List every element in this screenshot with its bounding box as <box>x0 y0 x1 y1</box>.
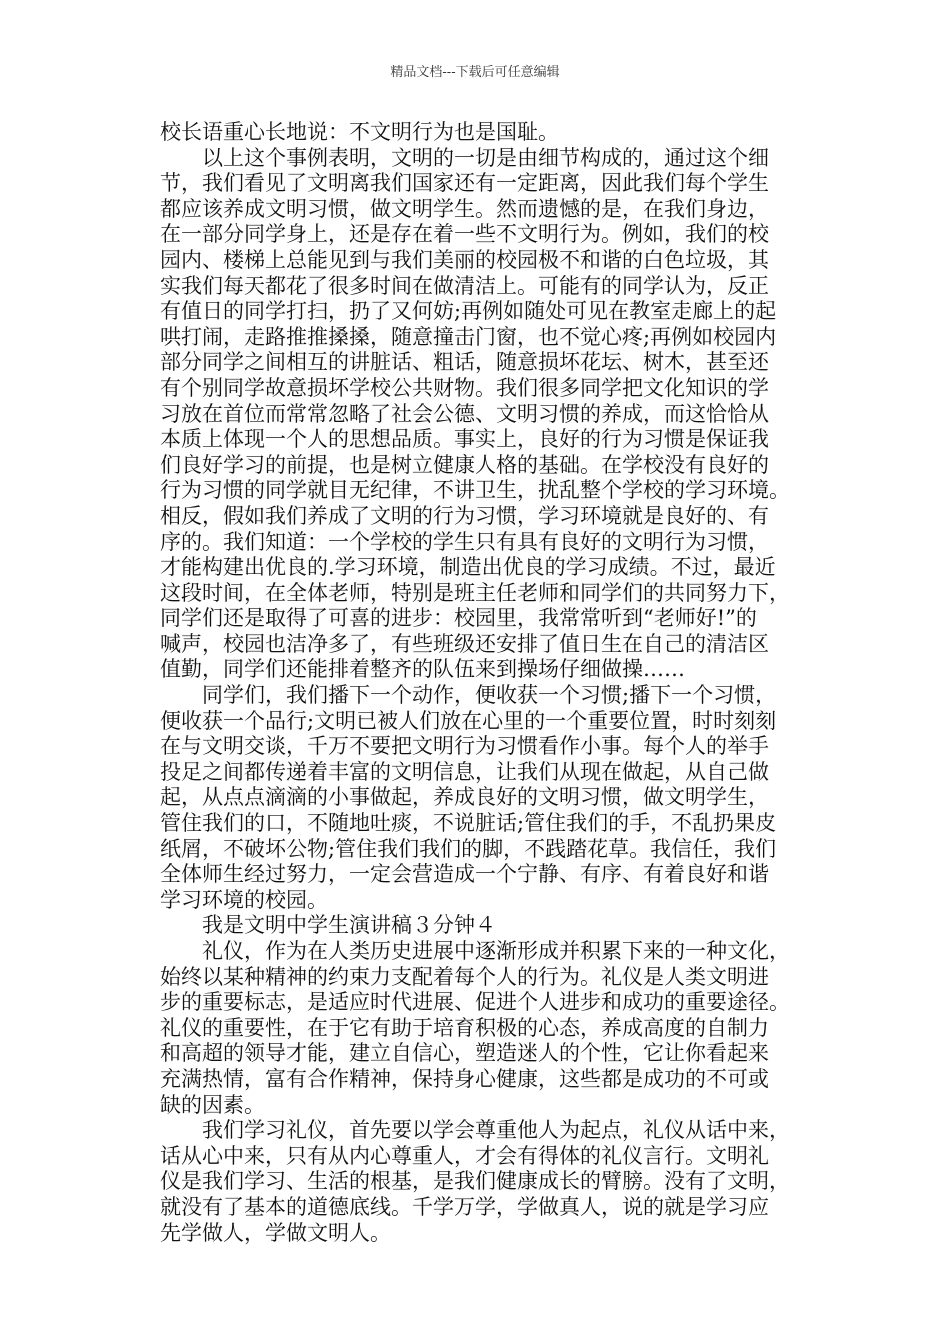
text-line: 在与文明交谈，千万不要把文明行为习惯看作小事。每个人的举手 <box>160 734 769 759</box>
section-heading: 我是文明中学生演讲稿３分钟４ <box>202 913 496 938</box>
text-line: 行为习惯的同学就目无纪律，不讲卫生，扰乱整个学校的学习环境。 <box>160 478 790 503</box>
page-header: 精品文档---下载后可任意编辑 <box>390 65 560 80</box>
text-line: 部分同学之间相互的讲脏话、粗话，随意损坏花坛、树木，甚至还 <box>160 350 769 375</box>
text-line: 话从心中来，只有从内心尊重人，才会有得体的礼仪言行。文明礼 <box>160 1143 769 1168</box>
text-line: 有个别同学故意损坏学校公共财物。我们很多同学把文化知识的学 <box>160 375 769 400</box>
text-line: 们良好学习的前提，也是树立健康人格的基础。在学校没有良好的 <box>160 452 769 477</box>
text-line: 和高超的领导才能，建立自信心，塑造迷人的个性，它让你看起来 <box>160 1041 769 1066</box>
text-line: 纸屑，不破坏公物;管住我们我们的脚，不践踏花草。我信任，我们 <box>160 836 777 861</box>
paragraph-start-line: 礼仪，作为在人类历史进展中逐渐形成并积累下来的一种文化， <box>202 939 790 963</box>
text-line: 节，我们看见了文明离我们国家还有一定距离，因此我们每个学生 <box>160 171 769 196</box>
text-line: 才能构建出优良的.学习环境，制造出优良的学习成绩。不过，最近 <box>160 555 776 580</box>
text-line: 有值日的同学打扫，扔了又何妨;再例如随处可见在教室走廊上的起 <box>160 299 777 324</box>
text-line: 投足之间都传递着丰富的文明信息，让我们从现在做起，从自己做 <box>160 759 769 784</box>
text-line: 礼仪的重要性，在于它有助于培育积极的心态，养成高度的自制力 <box>160 1015 769 1040</box>
text-line: 同学们还是取得了可喜的进步：校园里，我常常听到“老师好!”的 <box>160 606 757 631</box>
paragraph-start-line: 我们学习礼仪，首先要以学会尊重他人为起点，礼仪从话中来， <box>202 1118 790 1143</box>
text-line: 学习环境的校园。 <box>160 887 328 912</box>
text-line: 便收获一个品行;文明已被人们放在心里的一个重要位置，时时刻刻 <box>160 708 777 733</box>
paragraph-start-line: 同学们，我们播下一个动作，便收获一个习惯;播下一个习惯， <box>202 683 777 708</box>
text-line: 管住我们的口，不随地吐痰，不说脏话;管住我们的手，不乱扔果皮 <box>160 811 777 836</box>
text-line: 实我们每天都花了很多时间在做清洁上。可能有的同学认为，反正 <box>160 273 769 298</box>
paragraph-start-line: 以上这个事例表明，文明的一切是由细节构成的，通过这个细 <box>202 145 769 170</box>
document-body <box>160 120 832 1246</box>
text-line: 这段时间，在全体老师，特别是班主任老师和同学们的共同努力下， <box>160 580 790 605</box>
text-line: 就没有了基本的道德底线。千学万学，学做真人，说的就是学习应 <box>160 1194 769 1219</box>
text-line: 先学做人，学做文明人。 <box>160 1220 391 1245</box>
text-line: 步的重要标志，是适应时代进展、促进个人进步和成功的重要途径。 <box>160 990 790 1015</box>
text-line: 园内、楼梯上总能见到与我们美丽的校园极不和谐的白色垃圾，其 <box>160 247 769 272</box>
text-line: 仪是我们学习、生活的根基，是我们健康成长的臂膀。没有了文明， <box>160 1169 790 1194</box>
text-line: 哄打闹，走路推推搡搡，随意撞击门窗，也不觉心疼;再例如校园内 <box>160 324 777 349</box>
text-line: 全体师生经过努力，一定会营造成一个宁静、有序、有着良好和谐 <box>160 862 769 887</box>
text-line: 始终以某种精神的约束力支配着每个人的行为。礼仪是人类文明进 <box>160 964 769 989</box>
text-line: 起，从点点滴滴的小事做起，养成良好的文明习惯，做文明学生， <box>160 785 769 810</box>
text-line: 都应该养成文明习惯，做文明学生。然而遗憾的是，在我们身边， <box>160 196 769 221</box>
text-line: 在一部分同学身上，还是存在着一些不文明行为。例如，我们的校 <box>160 222 769 247</box>
text-line: 值勤，同学们还能排着整齐的队伍来到操场仔细做操…… <box>160 657 685 682</box>
text-line: 充满热情，富有合作精神，保持身心健康，这些都是成功的不可或 <box>160 1066 769 1091</box>
text-line: 习放在首位而常常忽略了社会公德、文明习惯的养成，而这恰恰从 <box>160 401 769 426</box>
text-line: 本质上体现一个人的思想品质。事实上，良好的行为习惯是保证我 <box>160 427 769 452</box>
text-line: 喊声，校园也洁净多了，有些班级还安排了值日生在自己的清洁区 <box>160 631 769 656</box>
text-line: 序的。我们知道：一个学校的学生只有具有良好的文明行为习惯， <box>160 529 769 554</box>
text-line: 校长语重心长地说：不文明行为也是国耻。 <box>160 120 559 144</box>
text-line: 缺的因素。 <box>160 1092 265 1117</box>
text-line: 相反，假如我们养成了文明的行为习惯，学习环境就是良好的、有 <box>160 503 769 528</box>
